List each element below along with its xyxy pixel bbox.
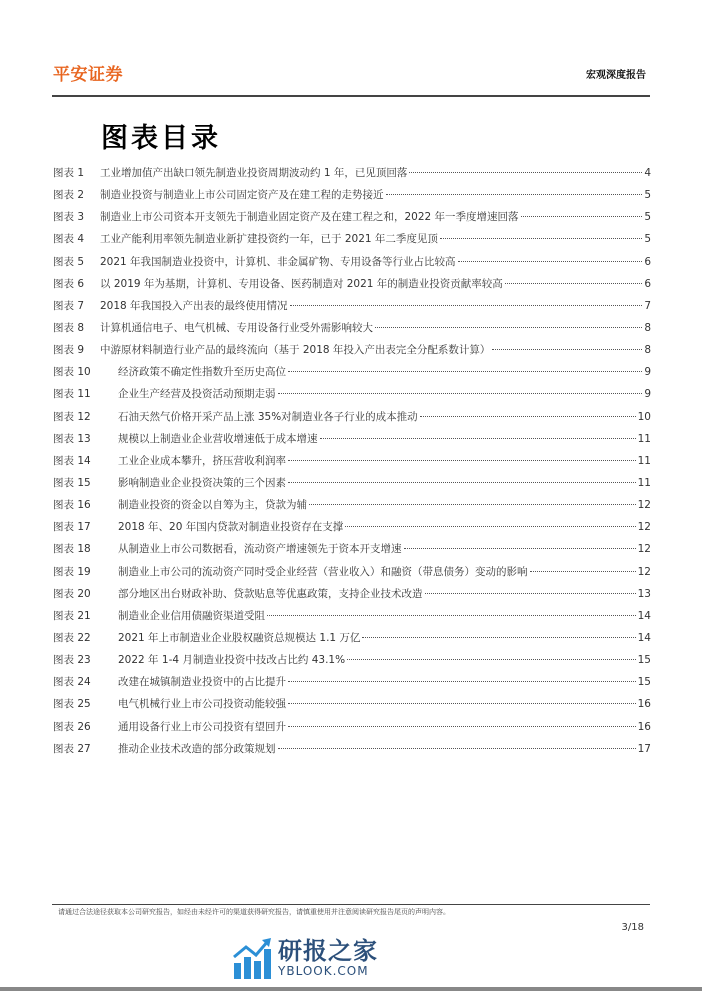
figure-page: 9 — [644, 366, 651, 379]
figure-title: 通用设备行业上市公司投资有望回升 — [118, 720, 286, 733]
toc-entry[interactable] — [53, 231, 651, 253]
dot-leader — [409, 172, 642, 173]
toc-entry[interactable] — [53, 431, 651, 453]
brand-logo: 平安证券 — [53, 65, 123, 85]
figure-title: 以 2019 年为基期，计算机、专用设备、医药制造对 2021 年的制造业投资贡献率较高 — [100, 277, 503, 290]
toc-entry[interactable] — [53, 652, 651, 674]
toc-entry[interactable] — [53, 165, 651, 187]
figure-page: 8 — [644, 321, 651, 334]
figure-title: 石油天然气价格开采产品上涨 35%对制造业各子行业的成本推动 — [118, 410, 418, 423]
toc-entry[interactable] — [53, 719, 651, 741]
figure-title: 工业增加值产出缺口领先制造业投资周期波动约 1 年，已见顶回落 — [100, 167, 408, 179]
figure-title: 改建在城镇制造业投资中的占比提升 — [118, 676, 286, 689]
figure-page: 4 — [644, 167, 651, 179]
dot-leader — [530, 571, 636, 572]
bar-chart-icon — [232, 937, 272, 979]
figure-label: 图表 9 — [53, 344, 85, 357]
dot-leader — [278, 393, 643, 394]
figure-page: 12 — [637, 499, 651, 512]
dot-leader — [386, 194, 643, 195]
header-divider — [52, 95, 650, 97]
dot-leader — [440, 238, 642, 239]
figure-page: 12 — [637, 521, 651, 534]
figure-label: 图表 1 — [53, 167, 85, 179]
toc-entry[interactable] — [53, 209, 651, 231]
dot-leader — [290, 305, 643, 306]
dot-leader — [288, 703, 636, 704]
toc-entry[interactable] — [53, 608, 651, 630]
figure-label: 图表 18 — [53, 543, 91, 556]
toc-entry[interactable] — [53, 541, 651, 563]
toc-entry[interactable] — [53, 364, 651, 386]
figure-label: 图表 2 — [53, 189, 85, 202]
dot-leader — [288, 681, 636, 682]
toc-entry[interactable] — [53, 630, 651, 652]
figure-page: 11 — [637, 432, 651, 445]
figure-page: 14 — [637, 609, 651, 622]
dot-leader — [267, 615, 636, 616]
figure-label: 图表 6 — [53, 277, 85, 290]
watermark-en: YBLOOK.COM — [278, 964, 369, 978]
figure-title: 2021 年上市制造业企业股权融资总规模达 1.1 万亿 — [118, 631, 361, 644]
figure-page: 6 — [644, 277, 651, 290]
dot-leader — [288, 482, 636, 483]
toc-entry[interactable] — [53, 298, 651, 320]
figure-label: 图表 27 — [53, 742, 91, 755]
page-title: 图表目录 — [101, 123, 221, 154]
toc-entry[interactable] — [53, 187, 651, 209]
toc-entry[interactable] — [53, 497, 651, 519]
figure-label: 图表 16 — [53, 499, 91, 512]
dot-leader — [458, 261, 643, 262]
watermark-cn: 研报之家 — [278, 937, 378, 965]
figure-title: 2022 年 1-4 月制造业投资中技改占比约 43.1% — [118, 654, 346, 667]
figure-page: 17 — [637, 742, 651, 755]
figure-label: 图表 20 — [53, 587, 91, 600]
figure-title: 制造业投资的资金以自筹为主，贷款为辅 — [118, 499, 307, 512]
figure-label: 图表 5 — [53, 255, 85, 268]
toc-entry[interactable] — [53, 320, 651, 342]
dot-leader — [505, 283, 643, 284]
figure-page: 7 — [644, 299, 651, 312]
toc-entry[interactable] — [53, 342, 651, 364]
figure-label: 图表 3 — [53, 211, 85, 224]
footer-divider — [52, 904, 650, 905]
figure-label: 图表 13 — [53, 432, 91, 445]
dot-leader — [288, 726, 636, 727]
figure-page: 8 — [644, 344, 651, 357]
toc-entry[interactable] — [53, 453, 651, 475]
dot-leader — [362, 637, 635, 638]
figure-page: 5 — [644, 189, 651, 202]
toc-entry[interactable] — [53, 586, 651, 608]
watermark-logo — [232, 937, 378, 979]
figure-title: 工业企业成本攀升，挤压营收利润率 — [118, 454, 286, 467]
figure-label: 图表 15 — [53, 476, 91, 489]
bottom-bar — [0, 987, 702, 991]
figure-title: 计算机通信电子、电气机械、专用设备行业受外需影响较大 — [100, 321, 373, 334]
footer-disclaimer: 请通过合法途径获取本公司研究报告，如经由未经许可的渠道获得研究报告，请慎重使用并注意阅读研究报告尾页的声明内容。 — [58, 908, 450, 916]
toc-entry[interactable] — [53, 276, 651, 298]
figure-title: 工业产能利用率领先制造业新扩建投资约一年，已于 2021 年二季度见顶 — [100, 233, 438, 246]
figure-title: 推动企业技术改造的部分政策规划 — [118, 742, 276, 755]
dot-leader — [492, 349, 642, 350]
toc-entry[interactable] — [53, 409, 651, 431]
figure-title: 2018 年我国投入产出表的最终使用情况 — [100, 299, 288, 312]
figure-page: 10 — [637, 410, 651, 423]
figure-label: 图表 24 — [53, 676, 91, 689]
figure-title: 制造业投资与制造业上市公司固定资产及在建工程的走势接近 — [100, 189, 384, 202]
figure-title: 电气机械行业上市公司投资动能较强 — [118, 698, 286, 711]
figure-label: 图表 11 — [53, 388, 91, 401]
toc-entry[interactable] — [53, 519, 651, 541]
figure-label: 图表 19 — [53, 565, 91, 578]
figure-page: 13 — [637, 587, 651, 600]
figure-page: 5 — [644, 211, 651, 224]
figure-page: 14 — [637, 631, 651, 644]
figure-label: 图表 14 — [53, 454, 91, 467]
dot-leader — [375, 327, 642, 328]
dot-leader — [345, 526, 635, 527]
toc-entry[interactable] — [53, 386, 651, 408]
figure-label: 图表 12 — [53, 410, 91, 423]
dot-leader — [309, 504, 636, 505]
dot-leader — [521, 216, 643, 217]
figure-page: 9 — [644, 388, 651, 401]
page-number: 3/18 — [621, 922, 644, 933]
toc-entry[interactable] — [53, 475, 651, 497]
dot-leader — [420, 416, 636, 417]
figure-title: 制造业上市公司的流动资产同时受企业经营（营业收入）和融资（带息债务）变动的影响 — [118, 565, 528, 578]
toc-entry[interactable] — [53, 674, 651, 696]
figure-page: 16 — [637, 720, 651, 733]
toc-entry[interactable] — [53, 564, 651, 586]
figure-title: 从制造业上市公司数据看，流动资产增速领先于资本开支增速 — [118, 543, 402, 556]
figure-page: 11 — [637, 476, 651, 489]
figure-label: 图表 22 — [53, 631, 91, 644]
figure-title: 企业生产经营及投资活动预期走弱 — [118, 388, 276, 401]
figure-label: 图表 10 — [53, 366, 91, 379]
figure-title: 2018 年、20 年国内贷款对制造业投资存在支撑 — [118, 521, 344, 534]
figure-page: 11 — [637, 454, 651, 467]
figure-title: 2021 年我国制造业投资中，计算机、非金属矿物、专用设备等行业占比较高 — [100, 255, 456, 268]
report-type: 宏观深度报告 — [586, 70, 646, 81]
figure-label: 图表 26 — [53, 720, 91, 733]
figure-label: 图表 7 — [53, 299, 85, 312]
dot-leader — [347, 659, 636, 660]
toc-entry[interactable] — [53, 254, 651, 276]
figure-label: 图表 8 — [53, 321, 85, 334]
figure-label: 图表 25 — [53, 698, 91, 711]
figure-title: 规模以上制造业企业营收增速低于成本增速 — [118, 432, 318, 445]
figure-title: 影响制造业企业投资决策的三个因素 — [118, 476, 286, 489]
dot-leader — [288, 460, 636, 461]
figure-page: 5 — [644, 233, 651, 246]
figure-page: 12 — [637, 543, 651, 556]
figure-label: 图表 21 — [53, 609, 91, 622]
dot-leader — [320, 438, 636, 439]
figure-title: 制造业上市公司资本开支领先于制造业固定资产及在建工程之和，2022 年一季度增速回落 — [100, 211, 519, 224]
dot-leader — [404, 548, 636, 549]
figure-page: 15 — [637, 676, 651, 689]
dot-leader — [288, 371, 642, 372]
figure-page: 12 — [637, 565, 651, 578]
figure-title: 中游原材料制造行业产品的最终流向（基于 2018 年投入产出表完全分配系数计算） — [100, 344, 491, 357]
table-of-figures — [53, 165, 651, 763]
dot-leader — [425, 593, 636, 594]
figure-label: 图表 23 — [53, 654, 91, 667]
figure-label: 图表 17 — [53, 521, 91, 534]
figure-title: 经济政策不确定性指数升至历史高位 — [118, 366, 286, 379]
figure-label: 图表 4 — [53, 233, 85, 246]
toc-entry[interactable] — [53, 741, 651, 763]
dot-leader — [278, 748, 636, 749]
figure-page: 6 — [644, 255, 651, 268]
figure-title: 部分地区出台财政补助、贷款贴息等优惠政策，支持企业技术改造 — [118, 587, 423, 600]
figure-page: 16 — [637, 698, 651, 711]
figure-page: 15 — [637, 654, 651, 667]
toc-entry[interactable] — [53, 696, 651, 718]
figure-title: 制造业企业信用债融资渠道受阻 — [118, 609, 265, 622]
